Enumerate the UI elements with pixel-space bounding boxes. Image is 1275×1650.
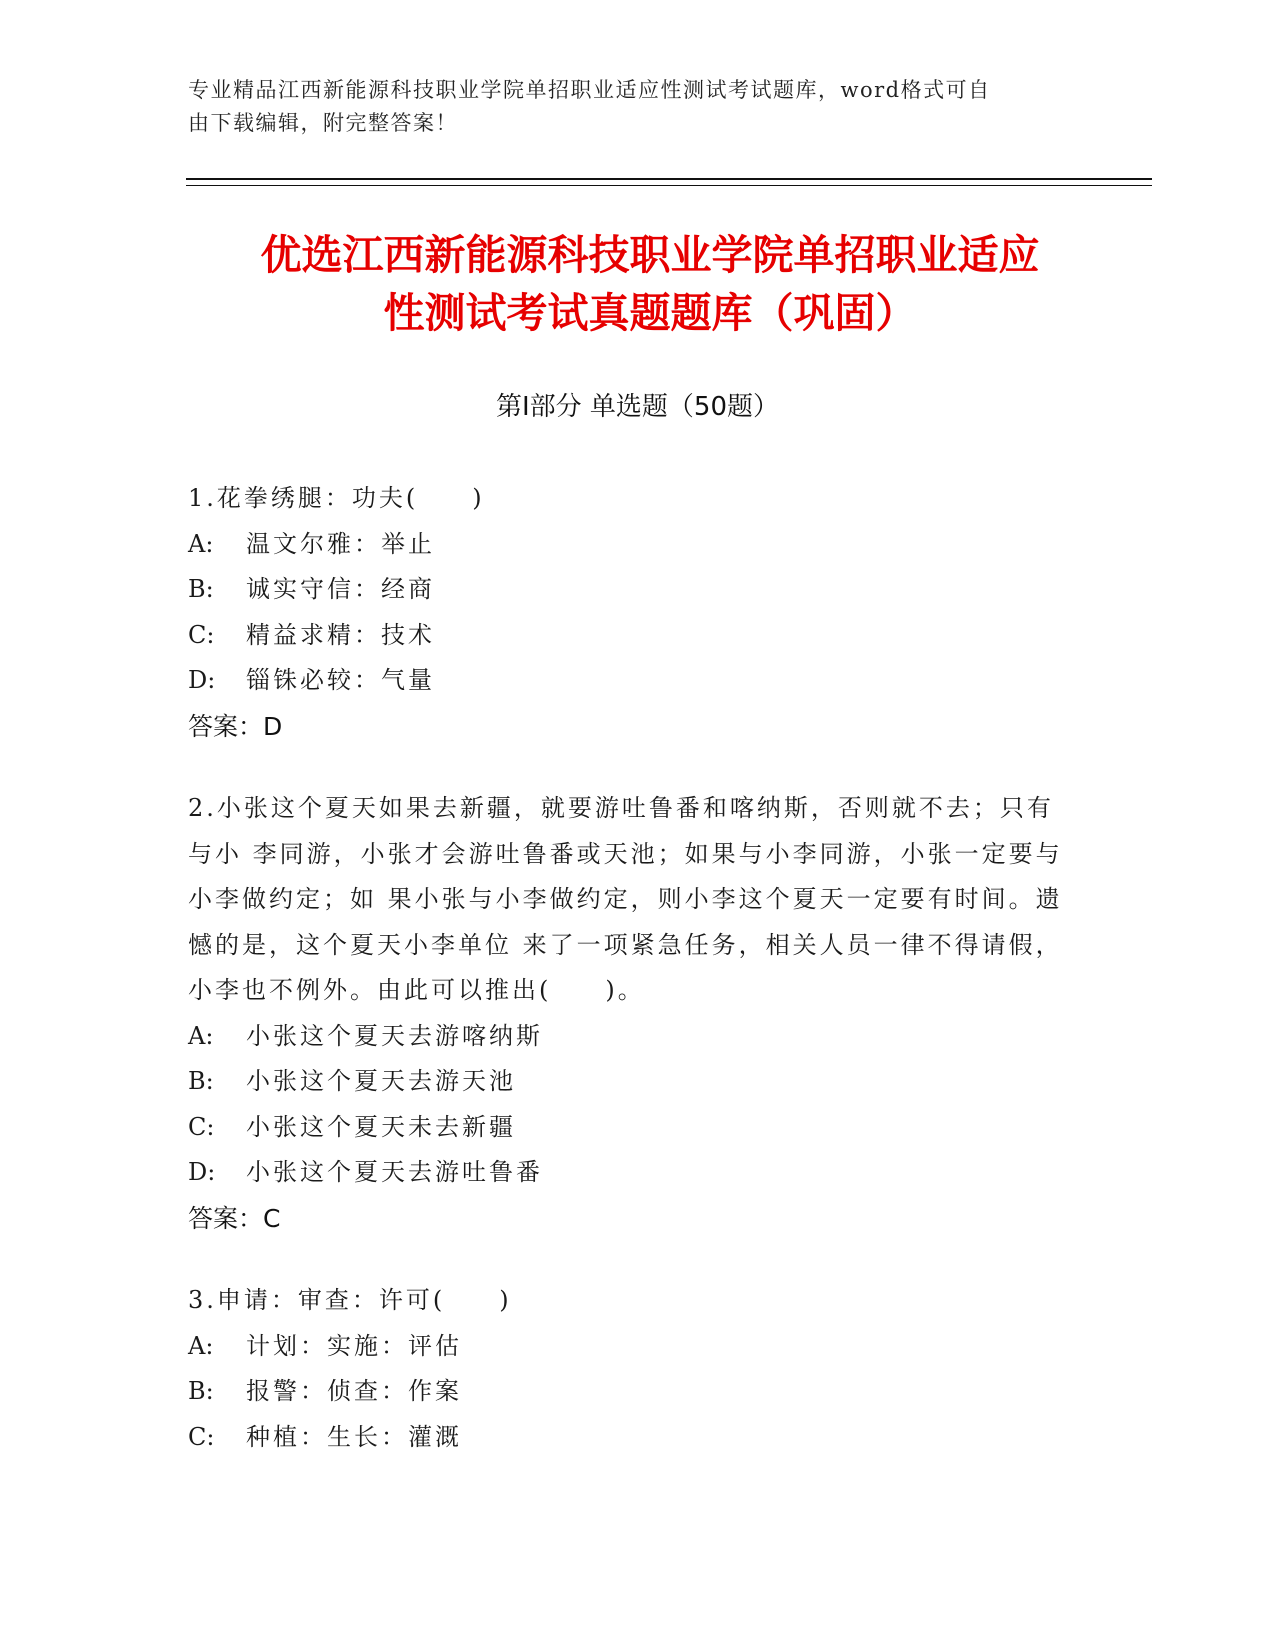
option-b (188, 1369, 1068, 1415)
option-d (188, 658, 1068, 704)
option-text: 锱铢必较：气量 (246, 666, 435, 694)
option-c (188, 1415, 1068, 1461)
header-note-line-2: 由下载编辑，附完整答案！ (188, 111, 458, 135)
option-a (188, 1014, 1068, 1060)
option-text: 精益求精：技术 (246, 620, 435, 649)
option-letter: A: (188, 1331, 214, 1360)
question-text: 2.小张这个夏天如果去新疆，就要游吐鲁番和喀纳斯，否则就不去；只有与小 李同游，小张才会游吐鲁番或天池；如果与小李同游，小张一定要与小李做约定；如 果小张与小李做约定，则小李这个夏天一定要有时间。遗憾的是，这个夏天小李单位 来了一项紧急任务，相关人员一律不得请假，小李也不例外。由此可以推出( )。 (188, 794, 1063, 1004)
option-text: 小张这个夏天未去新疆 (246, 1112, 516, 1141)
option-letter: B: (188, 1377, 214, 1405)
question-1 (188, 476, 1068, 749)
option-text: 计划：实施：评估 (246, 1331, 462, 1360)
option-letter: C: (188, 1112, 215, 1141)
question-list (188, 476, 1068, 1497)
option-text: 种植：生长：灌溉 (246, 1422, 462, 1451)
option-text: 小张这个夏天去游喀纳斯 (246, 1021, 543, 1050)
question-2 (188, 786, 1068, 1241)
option-letter: B: (188, 575, 214, 603)
document-title-line-2: 性测试考试真题题库（巩固） (383, 289, 917, 337)
option-text: 报警：侦查：作案 (246, 1377, 462, 1405)
option-c (188, 613, 1068, 659)
option-a (188, 1324, 1068, 1370)
document-title (150, 226, 1150, 342)
header-rule-thin (186, 185, 1152, 186)
option-letter: C: (188, 620, 215, 649)
option-letter: B: (188, 1067, 214, 1095)
option-letter: D: (188, 1158, 216, 1186)
question-text: 1.花拳绣腿：功夫( ) (188, 484, 485, 512)
option-d (188, 1150, 1068, 1196)
question-3 (188, 1278, 1068, 1460)
option-letter: A: (188, 1021, 214, 1050)
option-b (188, 567, 1068, 613)
option-a (188, 522, 1068, 568)
option-c (188, 1105, 1068, 1151)
answer-line: 答案：D (188, 711, 283, 741)
option-b (188, 1059, 1068, 1105)
header-rule-thick (186, 178, 1152, 180)
option-letter: C: (188, 1422, 215, 1451)
document-title-line-1: 优选江西新能源科技职业学院单招职业适应 (260, 231, 1040, 279)
header-note-line-1: 专业精品江西新能源科技职业学院单招职业适应性测试考试题库，word格式可自 (188, 78, 991, 102)
answer-line: 答案：C (188, 1203, 281, 1233)
question-text: 3.申请：审查：许可( ) (188, 1286, 512, 1314)
section-title: 第Ⅰ部分 单选题（50题） (495, 392, 780, 422)
option-letter: D: (188, 666, 216, 694)
option-text: 诚实守信：经商 (246, 575, 435, 603)
option-letter: A: (188, 529, 214, 558)
header-note (188, 74, 1088, 140)
option-text: 小张这个夏天去游吐鲁番 (246, 1158, 543, 1186)
option-text: 温文尔雅：举止 (246, 529, 435, 558)
option-text: 小张这个夏天去游天池 (246, 1067, 516, 1095)
